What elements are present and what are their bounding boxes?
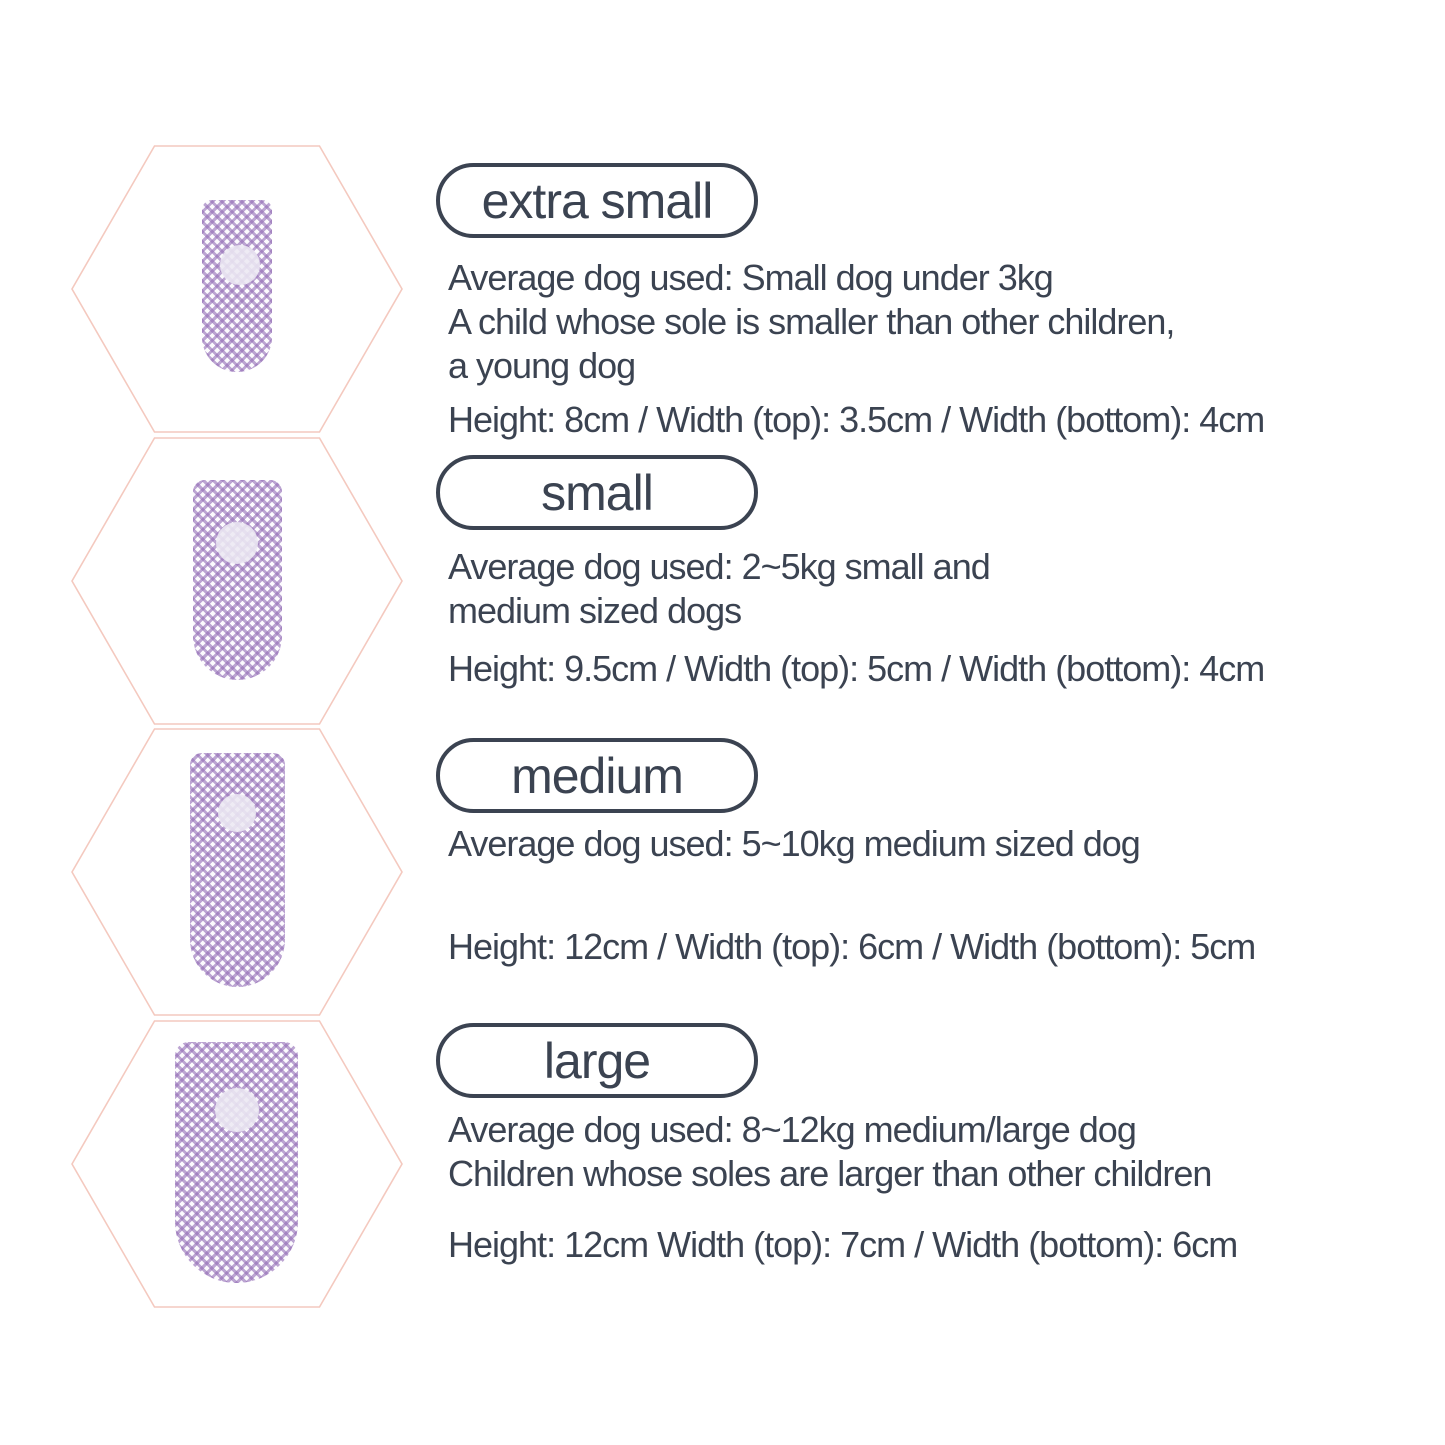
description-line: Average dog used: 2~5kg small and — [448, 546, 990, 587]
size-pill-medium — [436, 738, 758, 813]
size-pill-small — [436, 455, 758, 530]
size-dimensions-extra-small: Height: 8cm / Width (top): 3.5cm / Width (bottom): 4cm — [448, 399, 1265, 440]
size-label: small — [541, 464, 653, 521]
description-line: Average dog used: 8~12kg medium/large dog — [448, 1109, 1136, 1150]
description-line: Average dog used: 5~10kg medium sized dog — [448, 823, 1140, 864]
size-description-medium — [448, 822, 1140, 866]
size-label: medium — [511, 747, 683, 804]
description-line: a young dog — [448, 345, 636, 386]
description-line: Average dog used: Small dog under 3kg — [448, 257, 1053, 298]
description-line: A child whose sole is smaller than other children, — [448, 301, 1175, 342]
paw-pad-circle — [220, 245, 260, 285]
size-label: large — [543, 1032, 651, 1089]
paw-pad-circle — [218, 794, 256, 832]
description-line: medium sized dogs — [448, 590, 742, 631]
size-pill-extra-small — [436, 163, 758, 238]
paw-pad-circle — [215, 1088, 259, 1132]
size-dimensions-small: Height: 9.5cm / Width (top): 5cm / Width (bottom): 4cm — [448, 648, 1265, 689]
sock-illustration-small — [193, 480, 282, 680]
size-label: extra small — [481, 172, 713, 229]
sock-illustration-large — [175, 1042, 298, 1283]
size-description-large — [448, 1108, 1211, 1196]
sock-illustration-medium — [190, 753, 285, 987]
description-line: Children whose soles are larger than other children — [448, 1153, 1212, 1194]
sock-illustration-extra-small — [202, 200, 272, 372]
size-dimensions-large: Height: 12cm Width (top): 7cm / Width (bottom): 6cm — [448, 1224, 1238, 1265]
size-description-extra-small — [448, 256, 1174, 388]
size-description-small — [448, 545, 990, 633]
paw-pad-circle — [216, 522, 258, 564]
size-dimensions-medium: Height: 12cm / Width (top): 6cm / Width (bottom): 5cm — [448, 926, 1256, 967]
size-pill-large — [436, 1023, 758, 1098]
